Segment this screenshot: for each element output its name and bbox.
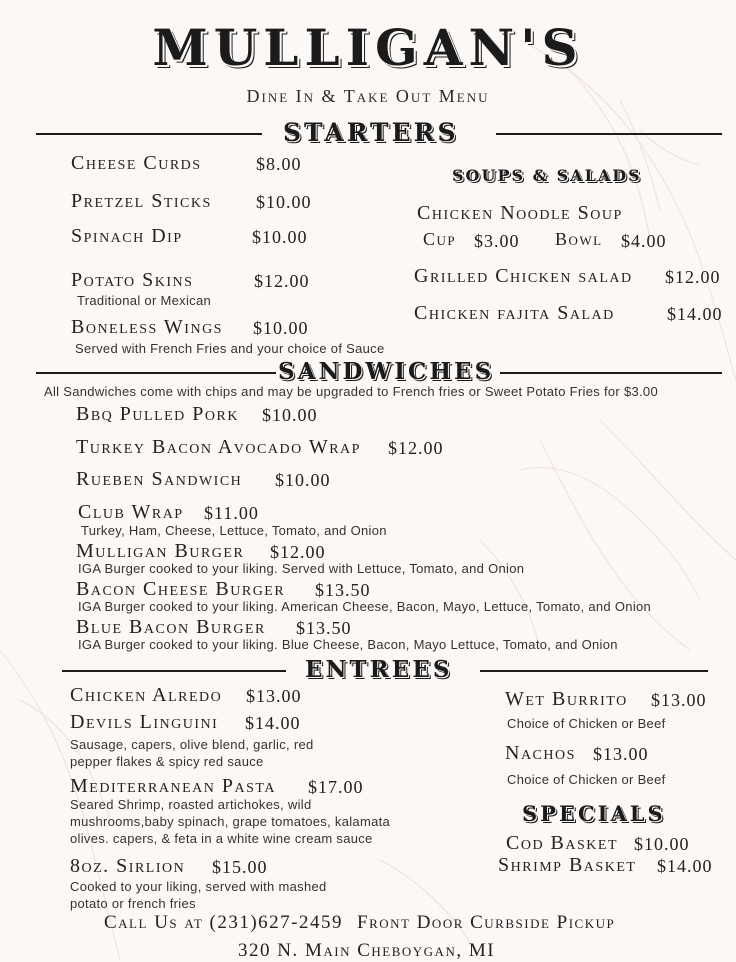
- menu-item-price: $14.00: [245, 713, 301, 733]
- menu-subtitle: Dine In & Take Out Menu: [246, 86, 490, 106]
- menu-item-name: Rueben Sandwich: [76, 468, 243, 490]
- menu-item-description: Sausage, capers, olive blend, garlic, red: [70, 737, 314, 752]
- divider-right: [480, 670, 708, 672]
- menu-item-description: Traditional or Mexican: [77, 293, 212, 308]
- menu-item-description: IGA Burger cooked to your liking. American Cheese, Bacon, Mayo, Lettuce, Tomato, and Onion: [78, 599, 652, 614]
- menu-item-description: Turkey, Ham, Cheese, Lettuce, Tomato, and Onion: [81, 523, 387, 538]
- menu-item-price: $10.00: [634, 834, 690, 854]
- menu-item-name: 8oz. Sirlion: [70, 855, 186, 877]
- menu-item-name: Nachos: [505, 742, 576, 764]
- restaurant-title: MULLIGAN'S: [152, 18, 584, 77]
- sandwiches-note: All Sandwiches come with chips and may be upgraded to French fries or Sweet Potato Fries for $3.00: [44, 384, 658, 399]
- menu-item-price: $13.50: [296, 618, 352, 638]
- menu-item-name: Mulligan Burger: [76, 540, 245, 562]
- menu-item-name: Spinach Dip: [71, 225, 183, 247]
- menu-item-price: $13.00: [593, 744, 649, 764]
- menu-item-price: $13.00: [246, 686, 302, 706]
- pickup-line: Front Door Curbside Pickup: [357, 912, 616, 933]
- menu-item-description: mushrooms,baby spinach, grape tomatoes, kalamata: [70, 814, 391, 829]
- menu-item-price: $8.00: [256, 154, 302, 174]
- menu-item-price: $12.00: [388, 438, 444, 458]
- bowl-label: Bowl: [555, 229, 603, 249]
- menu-item-description: Served with French Fries and your choice of Sauce: [75, 341, 385, 356]
- menu-item-description: pepper flakes & spicy red sauce: [70, 754, 264, 769]
- menu-item-description: IGA Burger cooked to your liking. Blue Cheese, Bacon, Mayo Lettuce, Tomato, and Onion: [78, 637, 618, 652]
- menu-item-description: Choice of Chicken or Beef: [507, 772, 666, 787]
- divider-left: [36, 372, 276, 374]
- cup-label: Cup: [423, 229, 457, 249]
- divider-left: [62, 670, 286, 672]
- menu-item-name: Mediterranean Pasta: [70, 775, 276, 797]
- menu-item-price: $10.00: [275, 470, 331, 490]
- menu-item-name: Cheese Curds: [71, 152, 202, 174]
- menu-item-description: Seared Shrimp, roasted artichokes, wild: [70, 797, 312, 812]
- menu-item-price: $14.00: [657, 856, 713, 876]
- sandwiches-heading: SANDWICHES: [278, 358, 495, 385]
- menu-item-price: $12.00: [665, 267, 721, 287]
- entrees-heading: ENTREES: [305, 656, 453, 683]
- menu-item-name: Blue Bacon Burger: [76, 616, 266, 638]
- menu-item-price: $10.00: [252, 227, 308, 247]
- cup-price: $3.00: [474, 231, 520, 251]
- menu-item-name: Potato Skins: [71, 269, 194, 291]
- menu-item-name: Bacon Cheese Burger: [76, 578, 286, 600]
- divider-right: [500, 372, 722, 374]
- menu-item-description: potato or french fries: [70, 896, 196, 911]
- menu-item-price: $10.00: [256, 192, 312, 212]
- menu-item-name: Shrimp Basket: [498, 854, 637, 876]
- menu-item-name: Chicken Noodle Soup: [417, 202, 623, 224]
- specials-heading: SPECIALS: [522, 801, 666, 826]
- menu-item-price: $11.00: [204, 503, 259, 523]
- menu-item-name: Club Wrap: [78, 501, 184, 523]
- menu-item-name: Wet Burrito: [505, 688, 628, 710]
- menu-item-price: $13.50: [315, 580, 371, 600]
- menu-item-description: Choice of Chicken or Beef: [507, 716, 666, 731]
- menu-item-name: Cod Basket: [506, 832, 619, 854]
- menu-item-name: Devils Linguini: [70, 711, 219, 733]
- menu-item-name: Pretzel Sticks: [71, 190, 212, 212]
- menu-item-price: $13.00: [651, 690, 707, 710]
- menu-item-name: Grilled Chicken salad: [414, 265, 633, 287]
- menu-item-name: Chicken fajita Salad: [414, 302, 615, 324]
- soups-heading: SOUPS & SALADS: [452, 166, 642, 185]
- menu-item-name: Boneless Wings: [71, 316, 223, 338]
- menu-item-description: IGA Burger cooked to your liking. Served with Lettuce, Tomato, and Onion: [78, 561, 525, 576]
- menu-item-price: $10.00: [262, 405, 318, 425]
- phone-line: Call Us at (231)627-2459: [104, 912, 344, 933]
- menu-item-name: Bbq Pulled Pork: [76, 403, 239, 425]
- starters-heading: STARTERS: [283, 118, 459, 147]
- menu-item-description: Cooked to your liking, served with mashed: [70, 879, 327, 894]
- menu-item-description: olives. capers, & feta in a white wine cream sauce: [70, 831, 373, 846]
- menu-item-name: Chicken Alredo: [70, 684, 223, 706]
- menu-item-price: $10.00: [253, 318, 309, 338]
- divider-left: [36, 133, 262, 135]
- menu-item-price: $12.00: [254, 271, 310, 291]
- menu-item-price: $14.00: [667, 304, 723, 324]
- bowl-price: $4.00: [621, 231, 667, 251]
- divider-right: [496, 133, 722, 135]
- menu-item-price: $15.00: [212, 857, 268, 877]
- menu-item-name: Turkey Bacon Avocado Wrap: [76, 436, 361, 458]
- menu-item-price: $17.00: [308, 777, 364, 797]
- menu-item-price: $12.00: [270, 542, 326, 562]
- address-line: 320 N. Main Cheboygan, MI: [238, 940, 496, 961]
